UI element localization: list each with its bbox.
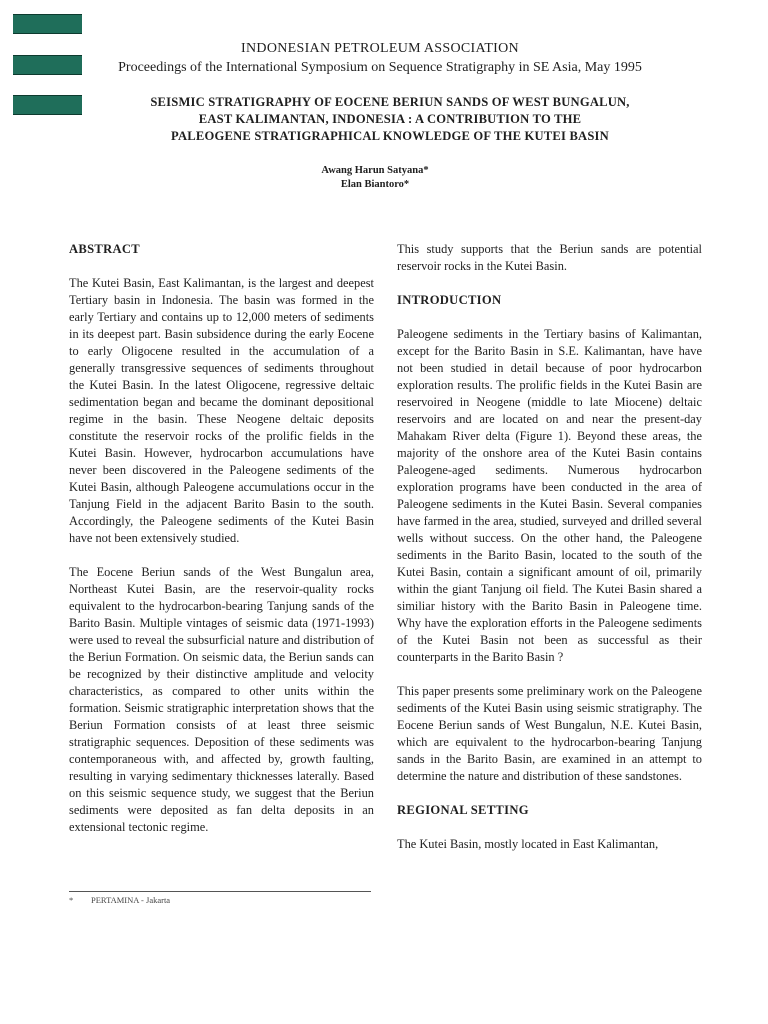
abstract-paragraph-2: The Eocene Beriun sands of the West Bungalun area, Northeast Kutei Basin, are the reservoir-quality rocks equivalent to the hydrocarbon-bearing Tanjung sands of the Barito Basin. Multiple vintages of seismic data (1971-1993) were used to reveal the subsurficial nature and distribution of the Beriun Formation. On seismic data, the Beriun sands can be recognized by their distinctive amplitude and velocity characteristics, as compared to other units within the formation. Seismic stratigraphic interpretation shows that the Beriun Formation consists of at least three seismic stratigraphic sequences. Deposition of these sediments was contemporaneous with, and affected by, growth faulting, resulting in varying sedimentary thicknesses laterally. Based on this seismic sequence study, we suggest that the Beriun sediments were deposited as fan delta deposits in an extensional tectonic regime. [69,565,374,834]
right-column [397,241,702,870]
regional-setting-heading: REGIONAL SETTING [397,803,529,817]
title-line-3: PALEOGENE STRATIGRAPHICAL KNOWLEDGE OF THE KUTEI BASIN [171,129,609,143]
margin-tab-1 [13,14,82,34]
organization-name: INDONESIAN PETROLEUM ASSOCIATION [241,41,519,56]
author-2: Elan Biantoro* [340,179,410,190]
authors [200,164,550,192]
footnote [69,895,170,905]
introduction-heading: INTRODUCTION [397,293,502,307]
title-line-1: SEISMIC STRATIGRAPHY OF EOCENE BERIUN SANDS OF WEST BUNGALUN, [150,95,630,109]
left-column [69,241,374,853]
author-1: Awang Harun Satyana* [321,165,429,176]
regional-setting-paragraph: The Kutei Basin, mostly located in East Kalimantan, [397,837,659,851]
title-line-2: EAST KALIMANTAN, INDONESIA : A CONTRIBUTION TO THE [198,112,582,126]
footnote-text: PERTAMINA - Jakarta [91,895,171,905]
paper-title [90,94,690,145]
introduction-paragraph-1: Paleogene sediments in the Tertiary basins of Kalimantan, except for the Barito Basin in S.E. Kalimantan, have have not been studied in detail because of poor hydrocarbon exploration results. The prolific fields in the Kutei Basin are reservoired in Neogene (middle to late Miocene) deltaic reservoirs and are located on and near the present-day Mahakam River delta (Figure 1). Beyond these areas, the majority of the onshore area of the Kutei Basin contains Paleogene-aged sediments. Numerous hydrocarbon exploration programs have been conducted in the area of Paleogene sediments in the Kutei Basin. Several companies have farmed in the area, studied, surveyed and drilled several wells without success. On the other hand, the Paleogene sediments in the Barito Basin, located to the south of the Kutei Basin, contain a significant amount of oil, primarily within the giant Tanjung oil field. The Kutei Basin shared a similiar history with the Barito Basin in Paleogene time. Why have the exploration efforts in the Paleogene sediments of the Kutei Basin not been as successful as their counterparts in the Barito Basin ? [397,327,702,664]
footnote-divider [69,891,371,892]
footnote-mark: * [69,895,74,905]
abstract-heading: ABSTRACT [69,242,140,256]
margin-tab-2 [13,55,82,75]
proceedings-line: Proceedings of the International Symposium on Sequence Stratigraphy in SE Asia, May 1995 [118,60,642,75]
abstract-paragraph-1: The Kutei Basin, East Kalimantan, is the largest and deepest Tertiary basin in Indonesia. The basin was formed in the early Tertiary and contains up to 12,000 meters of sediments in its deepest part. Basin subsidence during the early Eocene to early Oligocene resulted in the accumulation of a generally transgressive sequences of sediments throughout the Kutei Basin. In the latest Oligocene, regressive deltaic sedimentation began and became the dominant depositional regime in the basin. These Neogene deltaic deposits constitute the reservoir rocks of the prolific fields in the Kutei Basin. However, hydrocarbon accumulations have never been discovered in the Paleogene sediments of the Kutei Basin, although Paleogene accumulations occur in the Tanjung Field in the adjacent Barito Basin to the south. Accordingly, the Paleogene sediments of the Kutei Basin have not been extensively studied. [69,276,374,545]
margin-tab-3 [13,95,82,115]
introduction-paragraph-2: This paper presents some preliminary work on the Paleogene sediments of the Kutei Basin using seismic stratigraphy. The Eocene Beriun sands of West Bungalun, N.E. Kutei Basin, which are equivalent to the hydrocarbon-bearing Tanjung sands in the Barito Basin, are examined in an attempt to determine the nature and distribution of these sandstones. [397,684,702,783]
abstract-conclusion: This study supports that the Beriun sands are potential reservoir rocks in the Kutei Basin. [397,242,702,273]
